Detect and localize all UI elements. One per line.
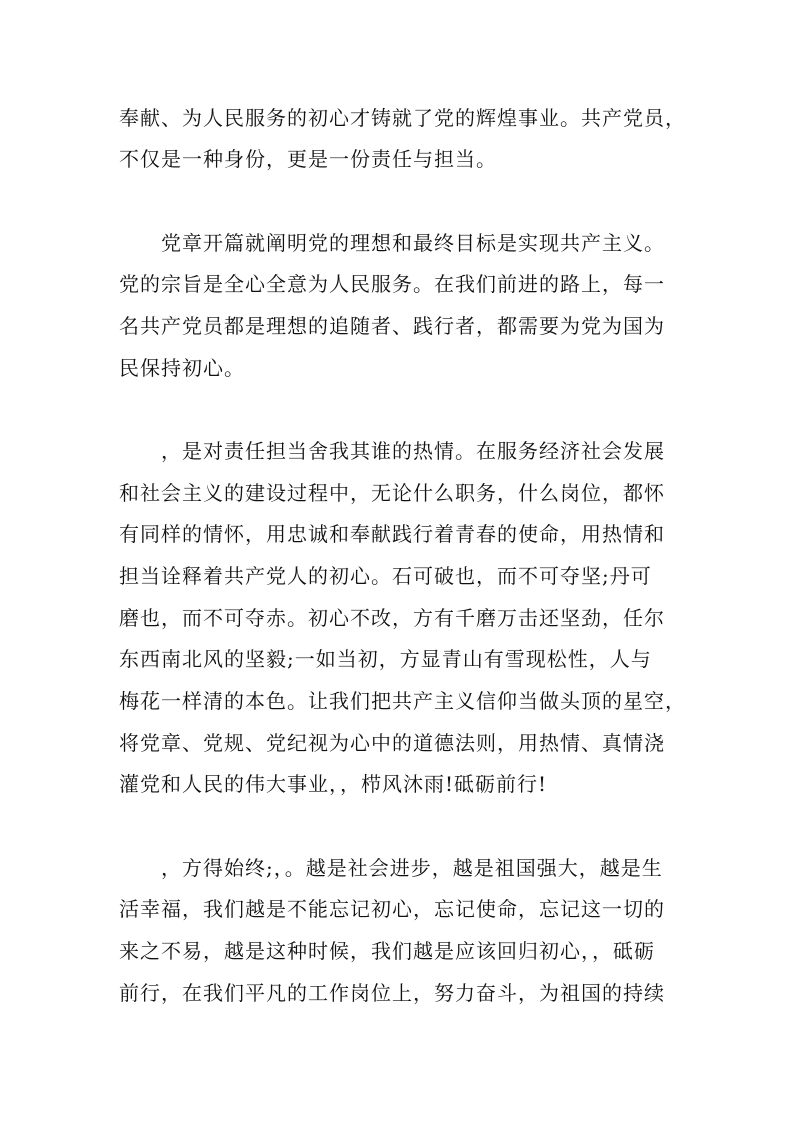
text-line: 东西南北风的坚毅;一如当初，方显青山有雪现松性，人与	[119, 647, 652, 671]
text-line: ，是对责任担当舍我其谁的热情。在服务经济社会发展	[161, 439, 665, 463]
text-line: 民保持初心。	[119, 356, 245, 380]
text-line: 梅花一样清的本色。让我们把共产主义信仰当做头顶的星空，	[119, 689, 686, 713]
text-line: 和社会主义的建设过程中，无论什么职务，什么岗位，都怀	[119, 481, 665, 505]
text-line: 灌党和人民的伟大事业，，栉风沐雨!砥砺前行!	[119, 772, 548, 796]
text-line: 来之不易，越是这种时候，我们越是应该回归初心，，砥砺	[119, 939, 655, 963]
text-line: ，方得始终;，。越是社会进步，越是祖国强大，越是生	[161, 856, 663, 880]
text-line: 活幸福，我们越是不能忘记初心，忘记使命，忘记这一切的	[119, 897, 665, 921]
text-line: 磨也，而不可夺赤。初心不改，方有千磨万击还坚劲，任尔	[119, 606, 665, 630]
text-line: 名共产党员都是理想的追随者、践行者，都需要为党为国为	[119, 314, 665, 338]
text-line: 奉献、为人民服务的初心才铸就了党的辉煌事业。共产党员，	[119, 106, 686, 130]
text-line: 有同样的情怀，用忠诚和奉献践行着青春的使命，用热情和	[119, 522, 665, 546]
text-line: 将党章、党规、党纪视为心中的道德法则，用热情、真情浇	[119, 731, 665, 755]
text-line: 前行，在我们平凡的工作岗位上，努力奋斗，为祖国的持续	[119, 981, 665, 1005]
text-line: 不仅是一种身份，更是一份责任与担当。	[119, 147, 497, 171]
text-line: 担当诠释着共产党人的初心。石可破也，而不可夺坚;丹可	[119, 564, 652, 588]
text-line: 党的宗旨是全心全意为人民服务。在我们前进的路上，每一	[119, 272, 665, 296]
text-line: 党章开篇就阐明党的理想和最终目标是实现共产主义。	[161, 231, 665, 255]
